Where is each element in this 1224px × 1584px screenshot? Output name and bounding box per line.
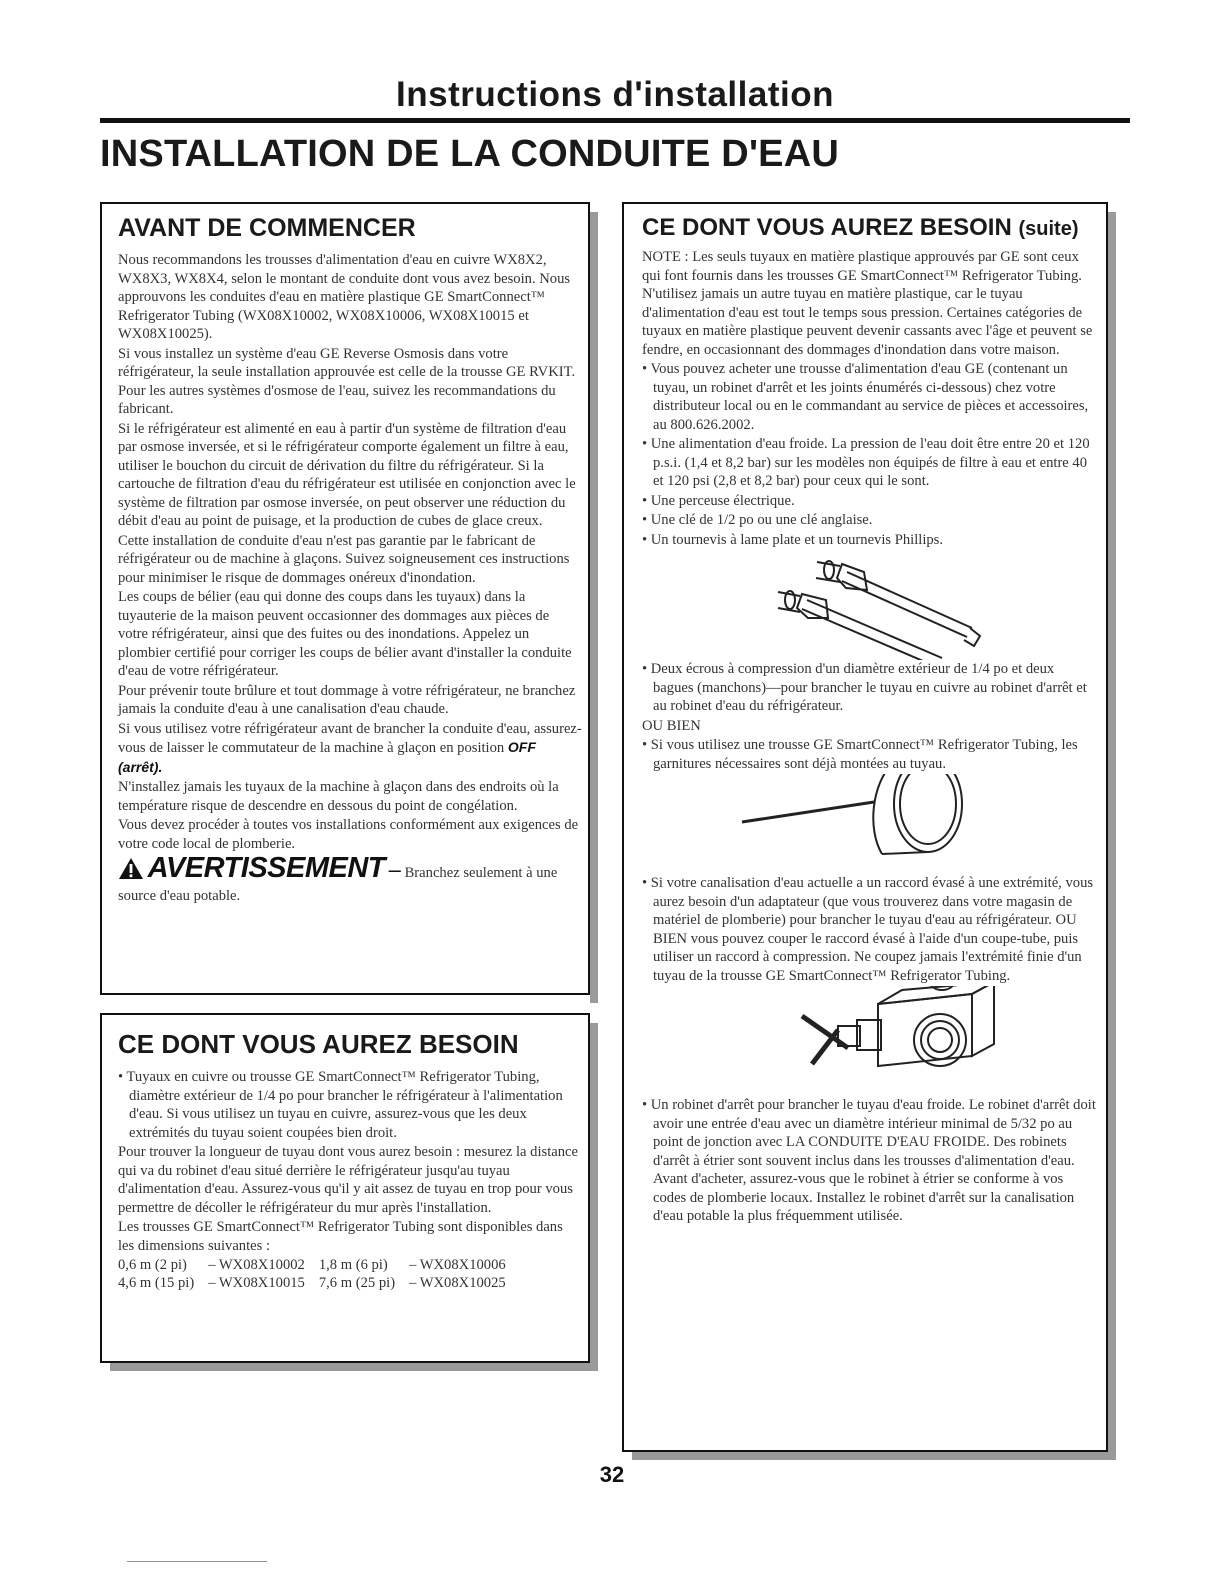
warning-word: AVERTISSEMENT [147, 852, 386, 884]
avant-section [100, 202, 590, 995]
list-item: • Un robinet d'arrêt pour brancher le tuyau d'eau froide. Le robinet d'arrêt doit avoir une entrée d'eau avec un diamètre intérieur minimal de 5/32 po au point de jonction avec LA CONDUITE D'EAU FROIDE. Des robinets d'arrêt à étrier sont souvent inclus dans les trousses d'alimentation d'eau. Avant d'acheter, assurez-vous que le robinet à étrier se conforme à vos codes de plomberie locaux. Installez le robinet d'arrêt sur la canalisation d'eau potable la plus fréquemment utilisée. [642, 1097, 1096, 1224]
warning-dash: – [388, 857, 401, 882]
box-shadow [1108, 212, 1116, 1460]
besoin-suite-section [622, 202, 1108, 1452]
compression-nuts-illustration [642, 550, 1098, 660]
box-shadow [590, 212, 598, 1003]
warning-triangle-icon [118, 857, 144, 886]
list-item: • Une perceuse électrique. [642, 492, 795, 509]
table-row [118, 1274, 520, 1292]
box-shadow [632, 1452, 1116, 1460]
table-cell: – WX08X10015 [208, 1275, 305, 1291]
avant-paragraph: Pour prévenir toute brûlure et tout dommage à votre réfrigérateur, ne branchez jamais la conduite d'eau à une canalisation d'eau chaude. [118, 682, 576, 717]
list-item: • Si votre canalisation d'eau actuelle a un raccord évasé à une extrémité, vous aurez besoin d'un adaptateur (que vous trouverez dans votre magasin de matériel de plomberie) pour brancher le tuyau d'eau au réfrigérateur. OU BIEN vous pouvez couper le raccord évasé à l'aide d'un coupe-tube, puis utiliser un raccord à compression. Ne coupez jamais l'extrémité finie d'un tuyau de la trousse GE SmartConnect™ Refrigerator Tubing. [642, 875, 1094, 984]
kit-sizes-paragraph: Les trousses GE SmartConnect™ Refrigerator Tubing sont disponibles dans les dimensions suivantes : [118, 1219, 563, 1254]
avant-paragraph: Nous recommandons les trousses d'alimentation d'eau en cuivre WX8X2, WX8X3, WX8X4, selon le montant de conduite dont vous avez besoin. Nous approuvons les conduites d'eau en matière plastique GE SmartConnect™ Refrigerator Tubing (WX08X10002, WX08X10006, WX08X10015 et WX08X10025). [118, 252, 571, 342]
page-title: INSTALLATION DE LA CONDUITE D'EAU [100, 133, 840, 175]
tubing-length-paragraph: Pour trouver la longueur de tuyau dont vous aurez besoin : mesurez la distance qui va du robinet d'eau situé derrière le réfrigérateur jusqu'au tuyau d'alimentation d'eau. Assurez-vous qu'il y ait assez de tuyau en trop pour vous permettre de décoller le réfrigérateur du mur après l'installation. [118, 1144, 578, 1216]
or-label: OU BIEN [642, 717, 701, 734]
table-cell: 4,6 m (15 pi) [118, 1275, 195, 1291]
avant-paragraph: Si le réfrigérateur est alimenté en eau à partir d'un système de filtration d'eau par osmose inversée, et si le réfrigérateur comporte également un filtre à eau, utiliser le bouchon du circuit de dérivation du filtre du réfrigérateur. Si la cartouche de filtration d'eau du réfrigérateur est utilisée en conjonction avec le système de filtration par osmose inversée, on peut observer une réduction du débit d'eau au point de puisage, et la production de cubes de glace creux. [118, 420, 576, 529]
warning-block [118, 852, 582, 906]
avant-paragraph: Les coups de bélier (eau qui donne des coups dans les tuyaux) dans la tuyauterie de la maison peuvent occasionner des dommages aux pièces de votre réfrigérateur, ainsi que des fuites ou des inondations. Appelez un plombier certifié pour corriger les coups de bélier avant d'installer la conduite d'eau de votre réfrigérateur. [118, 589, 572, 679]
avant-paragraph: Si vous installez un système d'eau GE Reverse Osmosis dans votre réfrigérateur, la seule installation approuvée est celle de la trousse GE RVKIT. Pour les autres systèmes d'osmose de l'eau, suivez les recommandations du fabricant. [118, 345, 576, 417]
avant-paragraph: Cette installation de conduite d'eau n'est pas garantie par le fabricant de réfrigérateur ou de machine à glaçons. Suivez soigneusement ces instructions pour minimiser le risque de dommages onéreux d'inondation. [118, 532, 570, 586]
shutoff-valve-illustration [642, 986, 1098, 1096]
box-shadow [590, 1023, 598, 1371]
suite-title-sub: (suite) [1018, 218, 1079, 240]
list-item: • Un tournevis à lame plate et un tournevis Phillips. [642, 531, 943, 548]
list-item: • Si vous utilisez une trousse GE SmartConnect™ Refrigerator Tubing, les garnitures nécessaires sont déjà montées au tuyau. [642, 737, 1078, 772]
suite-title-main: CE DONT VOUS AUREZ BESOIN [642, 214, 1012, 241]
box-shadow [110, 1363, 598, 1371]
suite-title [642, 214, 1098, 242]
table-cell: 7,6 m (25 pi) [318, 1275, 396, 1291]
list-item: • Une clé de 1/2 po ou une clé anglaise. [642, 512, 873, 528]
besoin-title: CE DONT VOUS AUREZ BESOIN [118, 1029, 519, 1059]
table-cell: – WX08X10025 [409, 1275, 506, 1291]
switch-text: Si vous utilisez votre réfrigérateur avant de brancher la conduite d'eau, assurez-vous de laisser le commutateur de la machine à glaçon en position [118, 720, 582, 756]
list-item: • Tuyaux en cuivre ou trousse GE SmartConnect™ Refrigerator Tubing, diamètre extérieur de 1/4 po pour brancher le réfrigérateur à l'alimentation d'eau. Si vous utilisez un tuyau en cuivre, assurez-vous que les deux extrémités du tuyau soient coupées bien droit. [118, 1069, 563, 1141]
table-cell: – WX08X10006 [409, 1257, 506, 1273]
section-header: Instructions d'installation [396, 75, 834, 114]
header-rule [100, 118, 1130, 123]
table-cell: – WX08X10002 [208, 1257, 305, 1273]
table-cell: 1,8 m (6 pi) [318, 1257, 388, 1273]
avant-paragraph: N'installez jamais les tuyaux de la machine à glaçon dans des endroits où la température risque de descendre en dessous du point de congélation. [118, 779, 559, 814]
warning-text: Branchez seulement à une source d'eau potable. [118, 865, 558, 904]
list-item: • Vous pouvez acheter une trousse d'alimentation d'eau GE (contenant un tuyau, un robinet d'arrêt et les joints énumérés ci-dessous) chez votre distributeur local ou en le commandant au service de pièces et accessoires, au 800.626.2002. [642, 361, 1089, 433]
list-item: • Une alimentation d'eau froide. La pression de l'eau doit être entre 20 et 120 p.s.i. (1,4 et 8,2 bar) sur les modèles non équipés de filtre à eau et entre 40 et 120 psi (2,8 et 8,2 bar) pour ceux qui le sont. [642, 436, 1090, 489]
table-cell: 0,6 m (2 pi) [118, 1257, 187, 1273]
page-number: 32 [599, 1462, 625, 1487]
besoin-section [100, 1013, 590, 1363]
plastic-tubing-note: NOTE : Les seuls tuyaux en matière plastique approuvés par GE sont ceux qui font fournis dans les trousses GE SmartConnect™ Refrigerator Tubing. N'utilisez jamais un autre tuyau en matière plastique, car le tuyau d'alimentation d'eau est tout le temps sous pression. Certaines catégories de tuyaux en matière plastique peuvent devenir cassants avec l'âge et peuvent se fendre, en occasionnant des dommages d'inondation dans votre maison. [642, 249, 1093, 358]
kit-sizes-table [118, 1256, 520, 1292]
footer-rule [127, 1561, 267, 1562]
tubing-end-illustration [642, 774, 1098, 874]
table-row [118, 1256, 520, 1274]
ice-maker-switch-paragraph [118, 720, 582, 778]
avant-paragraph: Vous devez procéder à toutes vos installations conformément aux exigences de votre code local de plomberie. [118, 817, 579, 852]
off-position-label: OFF (arrêt). [118, 739, 536, 775]
avant-title: AVANT DE COMMENCER [118, 214, 416, 242]
list-item: • Deux écrous à compression d'un diamètre extérieur de 1/4 po et deux bagues (manchons)—pour brancher le tuyau en cuivre au robinet d'arrêt et au robinet d'eau du réfrigérateur. [642, 661, 1087, 714]
